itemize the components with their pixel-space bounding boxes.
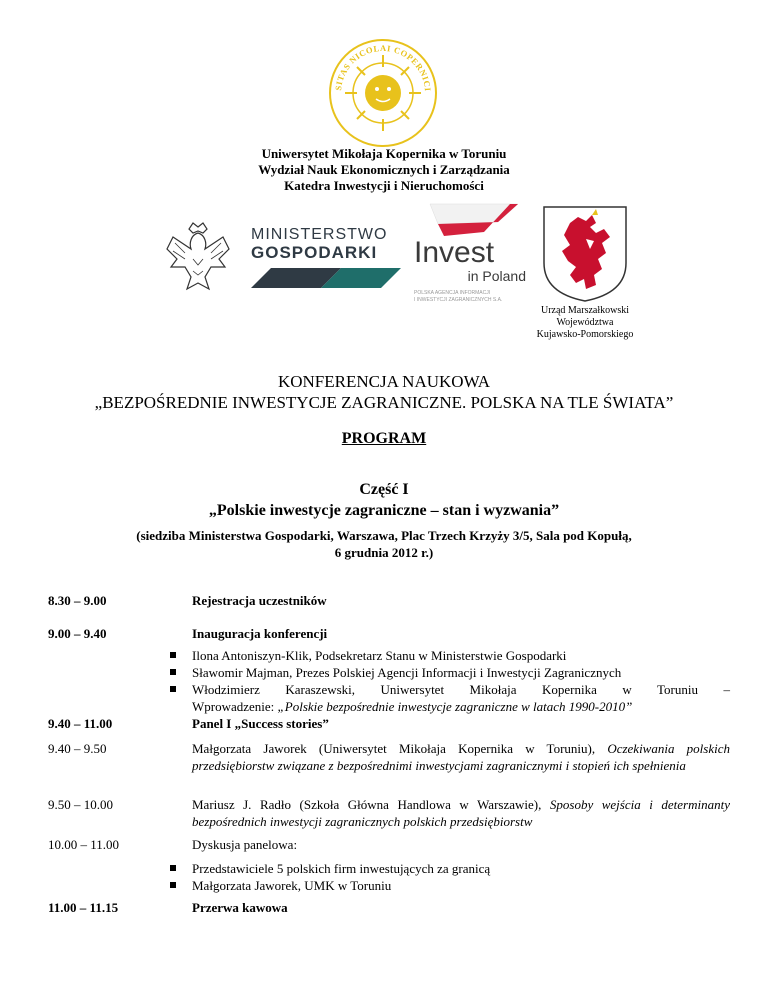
invest-word: Invest	[414, 236, 495, 269]
polish-eagle-emblem	[163, 219, 233, 295]
university-header	[0, 146, 768, 194]
ministry-logo	[251, 226, 401, 288]
list-item-intro	[168, 698, 730, 715]
list-item: Sławomir Majman, Prezes Polskiej Agencji Informacji i Inwestycji Zagranicznych	[168, 664, 730, 681]
schedule-desc: Inauguracja konferencji	[192, 626, 328, 641]
schedule-time: 8.30 – 9.00	[48, 593, 107, 608]
invest-in-poland-logo	[414, 202, 534, 304]
location-line2: 6 grudnia 2012 r.)	[334, 545, 434, 560]
list-item: Małgorzata Jaworek, UMK w Toruniu	[168, 877, 730, 894]
talk-title: Oczekiwania polskich przedsiębiorstw związane z bezpośrednimi inwestycjami zagranicznymi i stopień ich spełnienia	[192, 741, 730, 773]
faculty-name: Wydział Nauk Ekonomicznych i Zarządzania	[258, 162, 510, 177]
conference-title	[0, 371, 768, 413]
urzad-line2: Województwa	[556, 317, 614, 328]
griffin-coat-of-arms	[540, 203, 630, 303]
invest-small-line1: POLSKA AGENCJA INFORMACJI	[414, 290, 491, 296]
invest-sub: in Poland	[467, 268, 526, 284]
schedule-time: 9.00 – 9.40	[48, 626, 107, 641]
inauguration-speakers-list	[168, 647, 730, 715]
bullet-square-icon	[170, 652, 176, 658]
department-name: Katedra Inwestycji i Nieruchomości	[284, 178, 484, 193]
part-title: Część I	[359, 481, 409, 498]
flag-graphic	[428, 202, 520, 240]
schedule-desc: Dyskusja panelowa:	[192, 837, 298, 852]
intro-title: „Polskie bezpośrednie inwestycje zagraniczne w latach 1990-2010”	[277, 699, 633, 714]
list-item: Włodzimierz Karaszewski, Uniwersytet Mikołaja Kopernika w Toruniu –	[168, 681, 730, 698]
university-name: Uniwersytet Mikołaja Kopernika w Toruniu	[261, 146, 507, 161]
schedule-time: 9.50 – 10.00	[48, 797, 113, 812]
schedule-desc: Przerwa kawowa	[192, 900, 288, 915]
schedule-desc: Rejestracja uczestników	[192, 593, 327, 608]
talk-title: Sposoby wejścia i determinanty bezpośrednich inwestycji zagranicznych polskich przedsiębiorstw	[192, 797, 730, 829]
schedule-time: 10.00 – 11.00	[48, 837, 120, 852]
bullet-square-icon	[170, 882, 176, 888]
panel-discussion-list	[168, 860, 730, 894]
urzad-caption	[525, 305, 645, 341]
invest-small-line2: I INWESTYCJI ZAGRANICZNYCH S.A.	[414, 297, 503, 303]
bullet-square-icon	[170, 865, 176, 871]
speaker-text: Mariusz J. Radło (Szkoła Główna Handlowa w Warszawie),	[192, 797, 550, 812]
ministry-line2: GOSPODARKI	[251, 243, 378, 262]
bullet-square-icon	[170, 669, 176, 675]
seal-text: SITAS NICOLAI COPERNICI	[333, 42, 434, 92]
program-title: PROGRAM	[341, 430, 427, 447]
part-subtitle: „Polskie inwestycje zagraniczne – stan i wyzwania”	[208, 502, 560, 519]
speaker-text: Małgorzata Jaworek (Uniwersytet Mikołaja Kopernika w Toruniu),	[192, 741, 608, 756]
ministry-stripe-graphic	[251, 264, 401, 288]
schedule-desc: Panel I „Success stories”	[192, 716, 329, 731]
schedule-desc	[192, 740, 730, 774]
location-line1: (siedziba Ministerstwa Gospodarki, Warszawa, Plac Trzech Krzyży 3/5, Sala pod Kopułą,	[136, 528, 632, 543]
urzad-line3: Kujawsko-Pomorskiego	[536, 329, 634, 340]
schedule-time: 9.40 – 11.00	[48, 716, 113, 731]
conference-line1: KONFERENCJA NAUKOWA	[277, 372, 491, 391]
urzad-line1: Urząd Marszałkowski	[540, 305, 630, 316]
schedule-time: 9.40 – 9.50	[48, 741, 107, 756]
intro-label: Wprowadzenie:	[192, 699, 278, 714]
part-location	[0, 527, 768, 561]
schedule-time: 11.00 – 11.15	[48, 900, 119, 915]
ministry-line1: MINISTERSTWO	[251, 226, 388, 243]
part-heading	[0, 479, 768, 521]
umk-seal-logo	[327, 37, 439, 149]
list-item: Ilona Antoniszyn-Klik, Podsekretarz Stanu w Ministerstwie Gospodarki	[168, 647, 730, 664]
bullet-square-icon	[170, 686, 176, 692]
list-item: Przedstawiciele 5 polskich firm inwestujących za granicą	[168, 860, 730, 877]
conference-line2: „BEZPOŚREDNIE INWESTYCJE ZAGRANICZNE. POLSKA NA TLE ŚWIATA”	[94, 393, 674, 412]
schedule-desc	[192, 796, 730, 830]
